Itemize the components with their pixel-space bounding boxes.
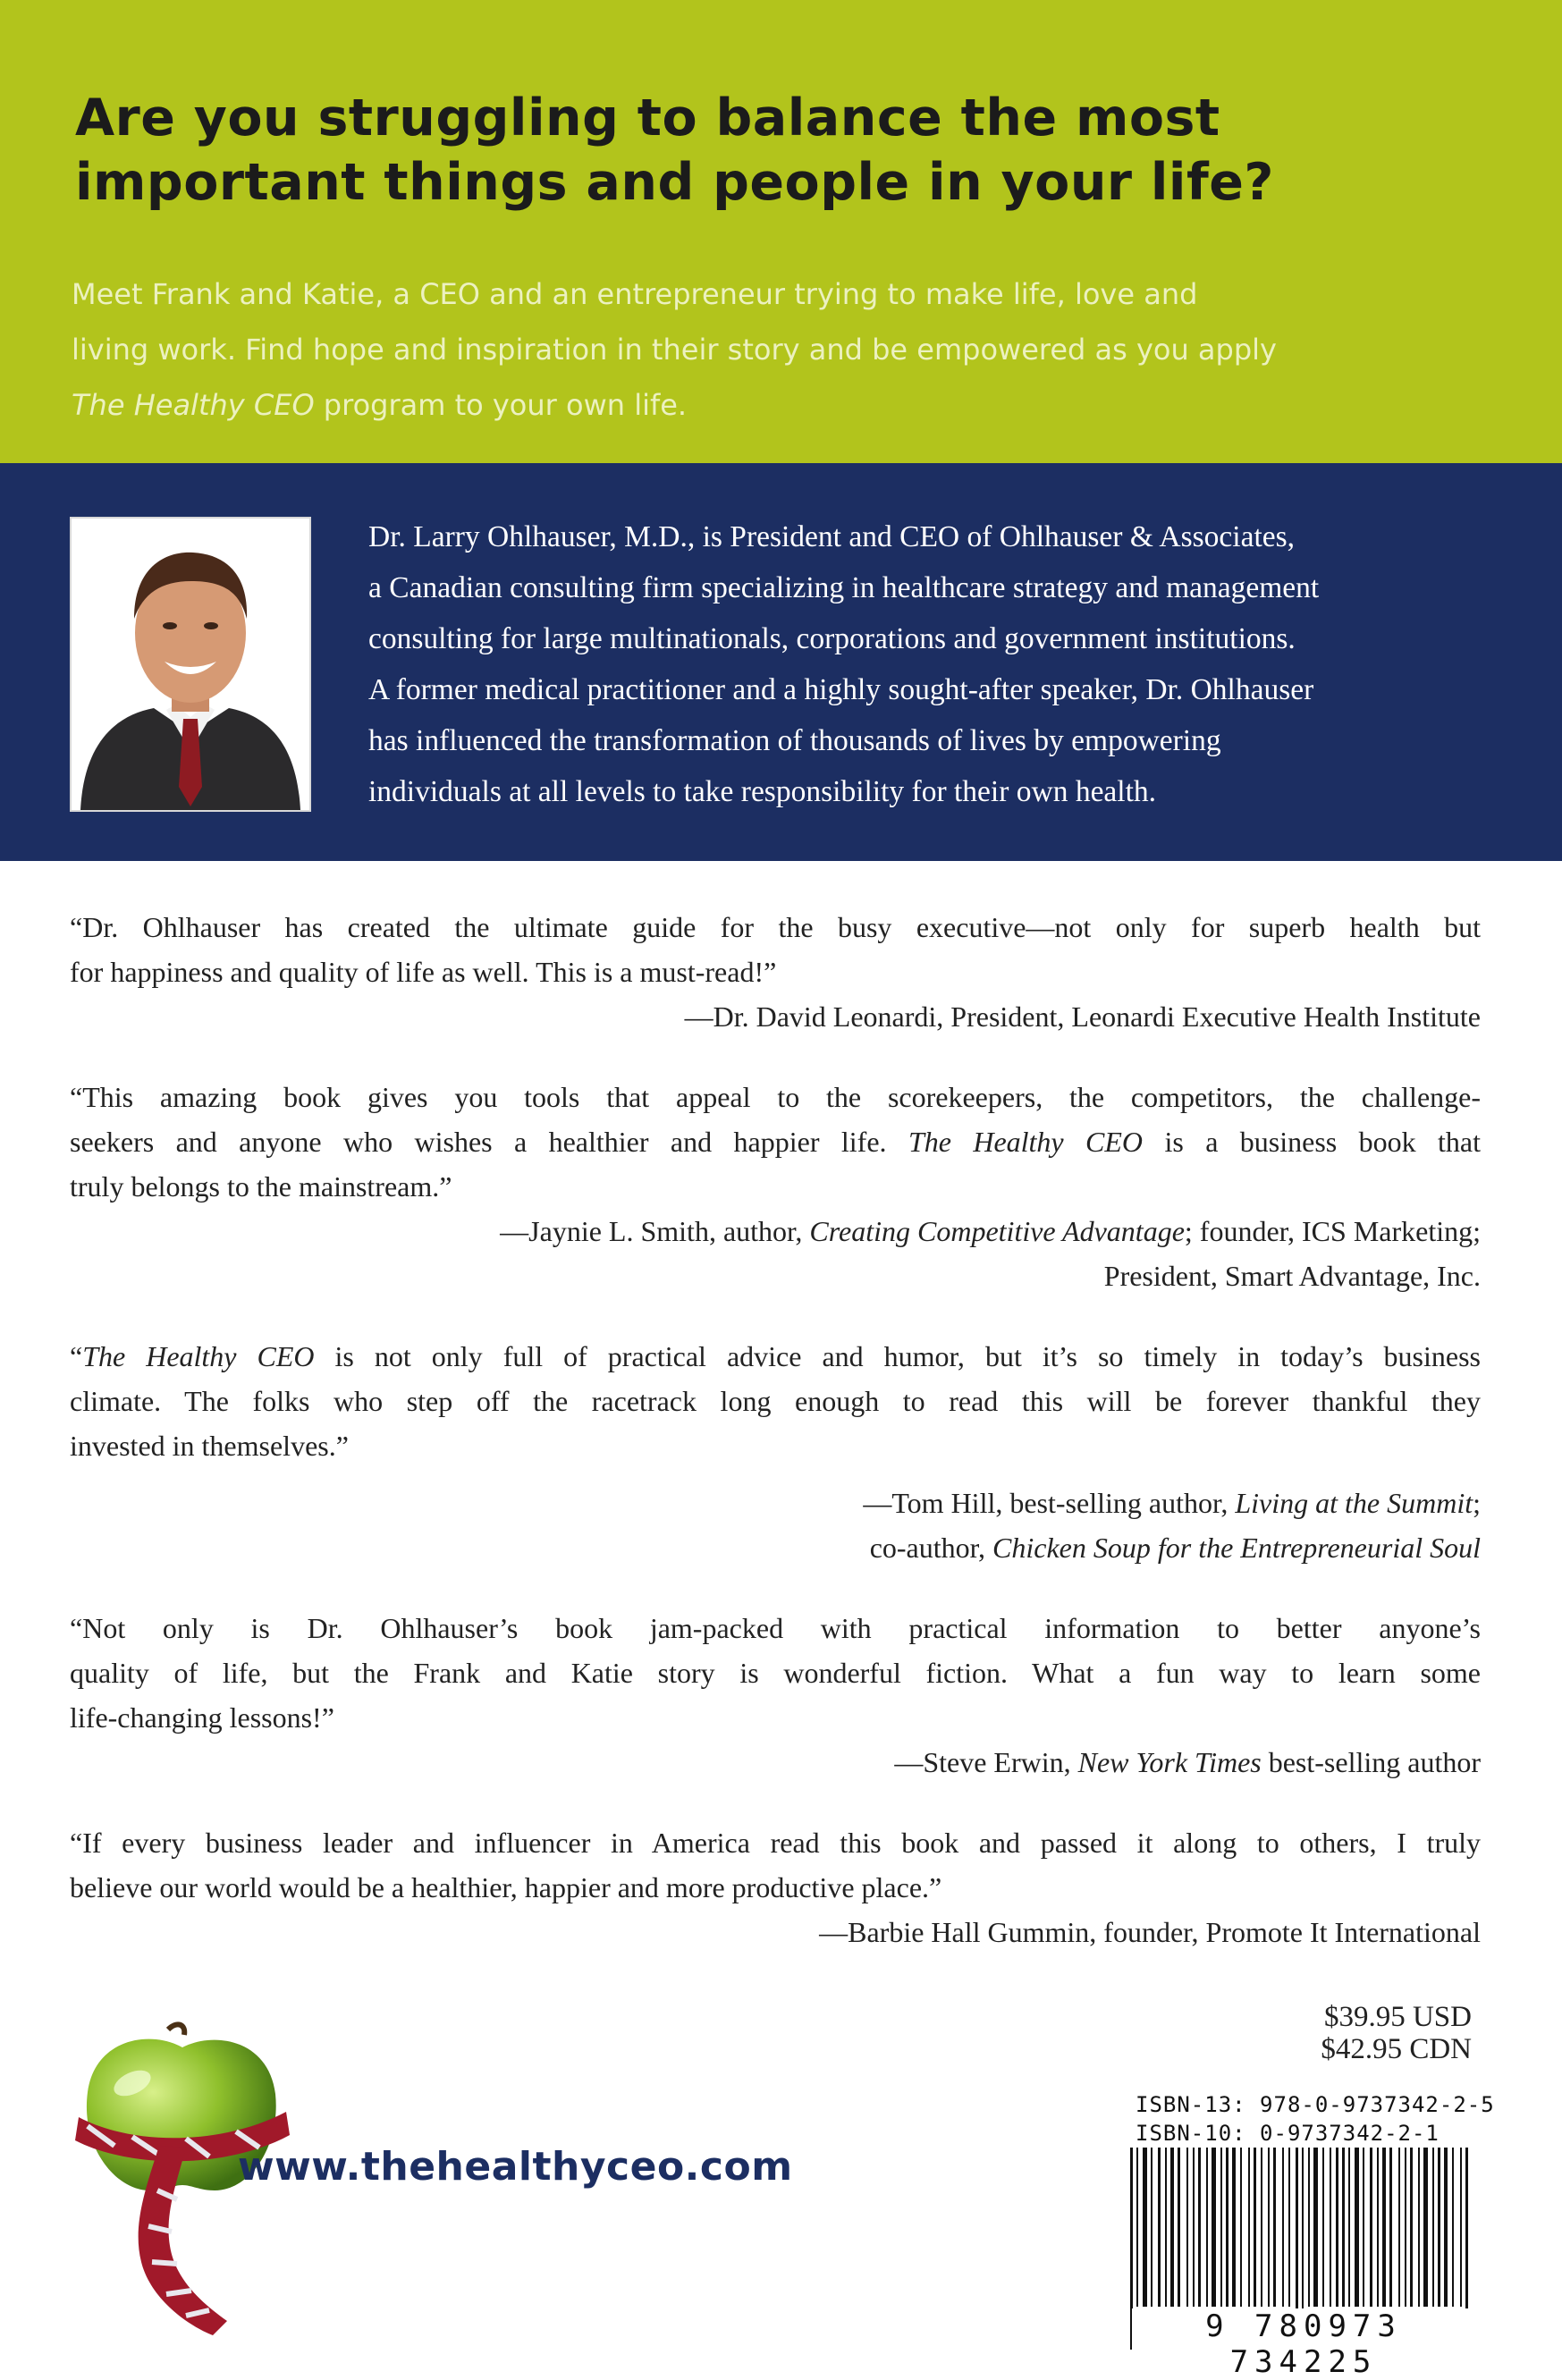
publication-title: New York Times	[1077, 1746, 1262, 1778]
barcode-bar	[1342, 2148, 1345, 2307]
barcode-bar	[1282, 2148, 1284, 2307]
barcode-bar	[1377, 2148, 1379, 2307]
bio-line: has influenced the transformation of thousands of lives by empowering	[368, 724, 1221, 757]
barcode-bar	[1438, 2148, 1440, 2307]
bio-line: Dr. Larry Ohlhauser, M.D., is President and CEO of Ohlhauser & Associates,	[368, 520, 1296, 553]
barcode-bar	[1261, 2148, 1262, 2307]
quote-line: believe our world would be a healthier, happier and more productive place.”	[70, 1871, 942, 1903]
testimonial	[70, 1334, 1481, 1570]
barcode-bar	[1423, 2148, 1428, 2307]
attribution-line: —Barbie Hall Gummin, founder, Promote It International	[819, 1916, 1481, 1948]
barcode-bar	[1382, 2148, 1386, 2307]
barcode-bar	[1355, 2148, 1359, 2307]
testimonial-attribution	[70, 1740, 1481, 1785]
attribution-text: ;	[1473, 1487, 1481, 1519]
barcode-bar	[1389, 2148, 1392, 2307]
barcode-bar	[1336, 2148, 1338, 2307]
quote-text: “	[70, 1340, 83, 1372]
barcode-bar	[1313, 2148, 1318, 2307]
quote-line: life-changing lessons!”	[70, 1701, 334, 1734]
bio-line: consulting for large multinationals, corporations and government institutions.	[368, 622, 1296, 655]
attribution-line: —Dr. David Leonardi, President, Leonardi Executive Health Institute	[684, 1000, 1481, 1033]
testimonial	[70, 1075, 1481, 1298]
testimonial	[70, 1820, 1481, 1954]
testimonial-attribution	[70, 1910, 1481, 1954]
quote-line: truly belongs to the mainstream.”	[70, 1170, 452, 1203]
book-title: Living at the Summit	[1235, 1487, 1473, 1519]
testimonial-quote	[70, 905, 1481, 994]
barcode-bar	[1240, 2148, 1242, 2307]
barcode-bar	[1444, 2148, 1448, 2307]
author-bio	[368, 511, 1522, 817]
price-cdn: $42.95 CDN	[1321, 2033, 1472, 2065]
bio-line: A former medical practitioner and a highly sought-after speaker, Dr. Ohlhauser	[368, 673, 1314, 706]
barcode-bar	[1452, 2148, 1454, 2307]
quote-text: is not only full of practical advice and humor, but it’s so timely in today’s business	[314, 1340, 1482, 1372]
quote-text: is a business book that	[1143, 1126, 1482, 1158]
attribution-text: —Jaynie L. Smith, author,	[500, 1215, 810, 1247]
attribution-line	[70, 1481, 1481, 1525]
attribution-text: —Steve Erwin,	[894, 1746, 1078, 1778]
quote-line: “This amazing book gives you tools that appeal to the scorekeepers, the competitors, the challenge-	[70, 1081, 1481, 1113]
barcode-bar	[1273, 2148, 1276, 2307]
barcode-bar	[1432, 2148, 1434, 2307]
testimonials	[70, 905, 1481, 1990]
quote-text: seekers and anyone who wishes a healthier and happier life.	[70, 1126, 908, 1158]
attribution-text: best-selling author	[1261, 1746, 1481, 1778]
testimonial-attribution	[70, 1209, 1481, 1298]
quote-line	[70, 1119, 1481, 1164]
intro-text-rest: program to your own life.	[314, 388, 688, 422]
testimonial-quote	[70, 1820, 1481, 1910]
isbn13: ISBN-13: 978-0-9737342-2-5	[1136, 2092, 1495, 2117]
attribution-line	[70, 1209, 1481, 1253]
barcode-bar	[1460, 2148, 1462, 2307]
barcode-bar	[1186, 2148, 1188, 2307]
barcode-bar	[1206, 2148, 1208, 2307]
testimonial	[70, 905, 1481, 1039]
headline	[75, 86, 1506, 215]
barcode-bar	[1151, 2148, 1153, 2307]
intro-line: Meet Frank and Katie, a CEO and an entrepreneur trying to make life, love and	[72, 277, 1198, 311]
barcode-bar	[1212, 2148, 1216, 2307]
barcode-digits: 9 780973 734225	[1132, 2308, 1475, 2380]
attribution-line	[70, 1525, 1481, 1570]
book-title: Chicken Soup for the Entrepreneurial Soul	[992, 1532, 1481, 1564]
barcode-bar	[1248, 2148, 1250, 2307]
barcode-bar	[1254, 2148, 1256, 2307]
attribution-line	[70, 1740, 1481, 1785]
barcode-bar	[1322, 2148, 1324, 2307]
attribution-text: ; founder, ICS Marketing;	[1184, 1215, 1481, 1247]
barcode-bar	[1232, 2148, 1236, 2307]
isbn-block	[1136, 2090, 1495, 2148]
bio-line: individuals at all levels to take responsibility for their own health.	[368, 775, 1157, 808]
barcode-bar	[1193, 2148, 1195, 2307]
intro-line	[72, 377, 1484, 433]
book-title: Creating Competitive Advantage	[809, 1215, 1185, 1247]
barcode-bar	[1178, 2148, 1180, 2307]
barcode-bar	[1308, 2148, 1310, 2307]
price-block	[1288, 2001, 1472, 2065]
barcode-bar	[1405, 2148, 1406, 2307]
barcode-bar	[1370, 2148, 1372, 2307]
testimonial-attribution	[70, 994, 1481, 1039]
intro-text	[72, 266, 1484, 433]
quote-line: for happiness and quality of life as well. This is a must-read!”	[70, 956, 777, 988]
testimonial-quote	[70, 1606, 1481, 1740]
headline-line: Are you struggling to balance the most	[75, 89, 1220, 148]
quote-line: invested in themselves.”	[70, 1430, 349, 1462]
attribution-text: —Tom Hill, best-selling author,	[863, 1487, 1236, 1519]
book-title: The Healthy CEO	[82, 1340, 315, 1372]
attribution-text: co-author,	[869, 1532, 993, 1564]
barcode-bar	[1330, 2148, 1331, 2307]
testimonial-quote	[70, 1075, 1481, 1209]
barcode-bar	[1158, 2148, 1161, 2307]
quote-line: quality of life, but the Frank and Katie story is wonderful fiction. What a fun way to learn some	[70, 1657, 1481, 1689]
bio-line: a Canadian consulting firm specializing in healthcare strategy and management	[368, 571, 1320, 604]
attribution-line: President, Smart Advantage, Inc.	[1103, 1260, 1481, 1292]
barcode-bar	[1136, 2148, 1138, 2307]
book-title: The Healthy CEO	[72, 388, 315, 422]
author-photo	[70, 517, 311, 812]
barcode-bar	[1165, 2148, 1167, 2307]
quote-line	[70, 1334, 1481, 1379]
quote-line: “Not only is Dr. Ohlhauser’s book jam-packed with practical information to better anyone’s	[70, 1612, 1481, 1644]
barcode-bar	[1363, 2148, 1364, 2307]
isbn10: ISBN-10: 0-9737342-2-1	[1136, 2121, 1440, 2146]
barcode-bar	[1198, 2148, 1201, 2307]
barcode-bar	[1418, 2148, 1420, 2307]
price-usd: $39.95 USD	[1323, 2001, 1472, 2033]
barcode-bar	[1226, 2148, 1228, 2307]
website-url: www.thehealthyceo.com	[238, 2144, 793, 2190]
barcode-bar	[1398, 2148, 1400, 2307]
quote-line: “Dr. Ohlhauser has created the ultimate guide for the busy executive—not only for superb health but	[70, 911, 1481, 943]
barcode-bar	[1143, 2148, 1147, 2307]
quote-line: climate. The folks who step off the racetrack long enough to read this will be forever thankful they	[70, 1385, 1481, 1417]
barcode-bar	[1268, 2148, 1270, 2307]
testimonial-attribution	[70, 1481, 1481, 1570]
barcode-bar	[1348, 2148, 1350, 2307]
headline-line: important things and people in your life?	[75, 153, 1274, 212]
barcode-bar	[1288, 2148, 1290, 2307]
testimonial	[70, 1606, 1481, 1785]
book-title: The Healthy CEO	[908, 1126, 1144, 1158]
barcode-bar	[1170, 2148, 1174, 2307]
intro-line: living work. Find hope and inspiration in their story and be empowered as you apply	[72, 333, 1277, 367]
testimonial-quote	[70, 1334, 1481, 1468]
quote-line: “If every business leader and influencer in America read this book and passed it along to others, I truly	[70, 1827, 1481, 1859]
barcode-bar	[1410, 2148, 1413, 2307]
barcode-bar	[1220, 2148, 1222, 2307]
